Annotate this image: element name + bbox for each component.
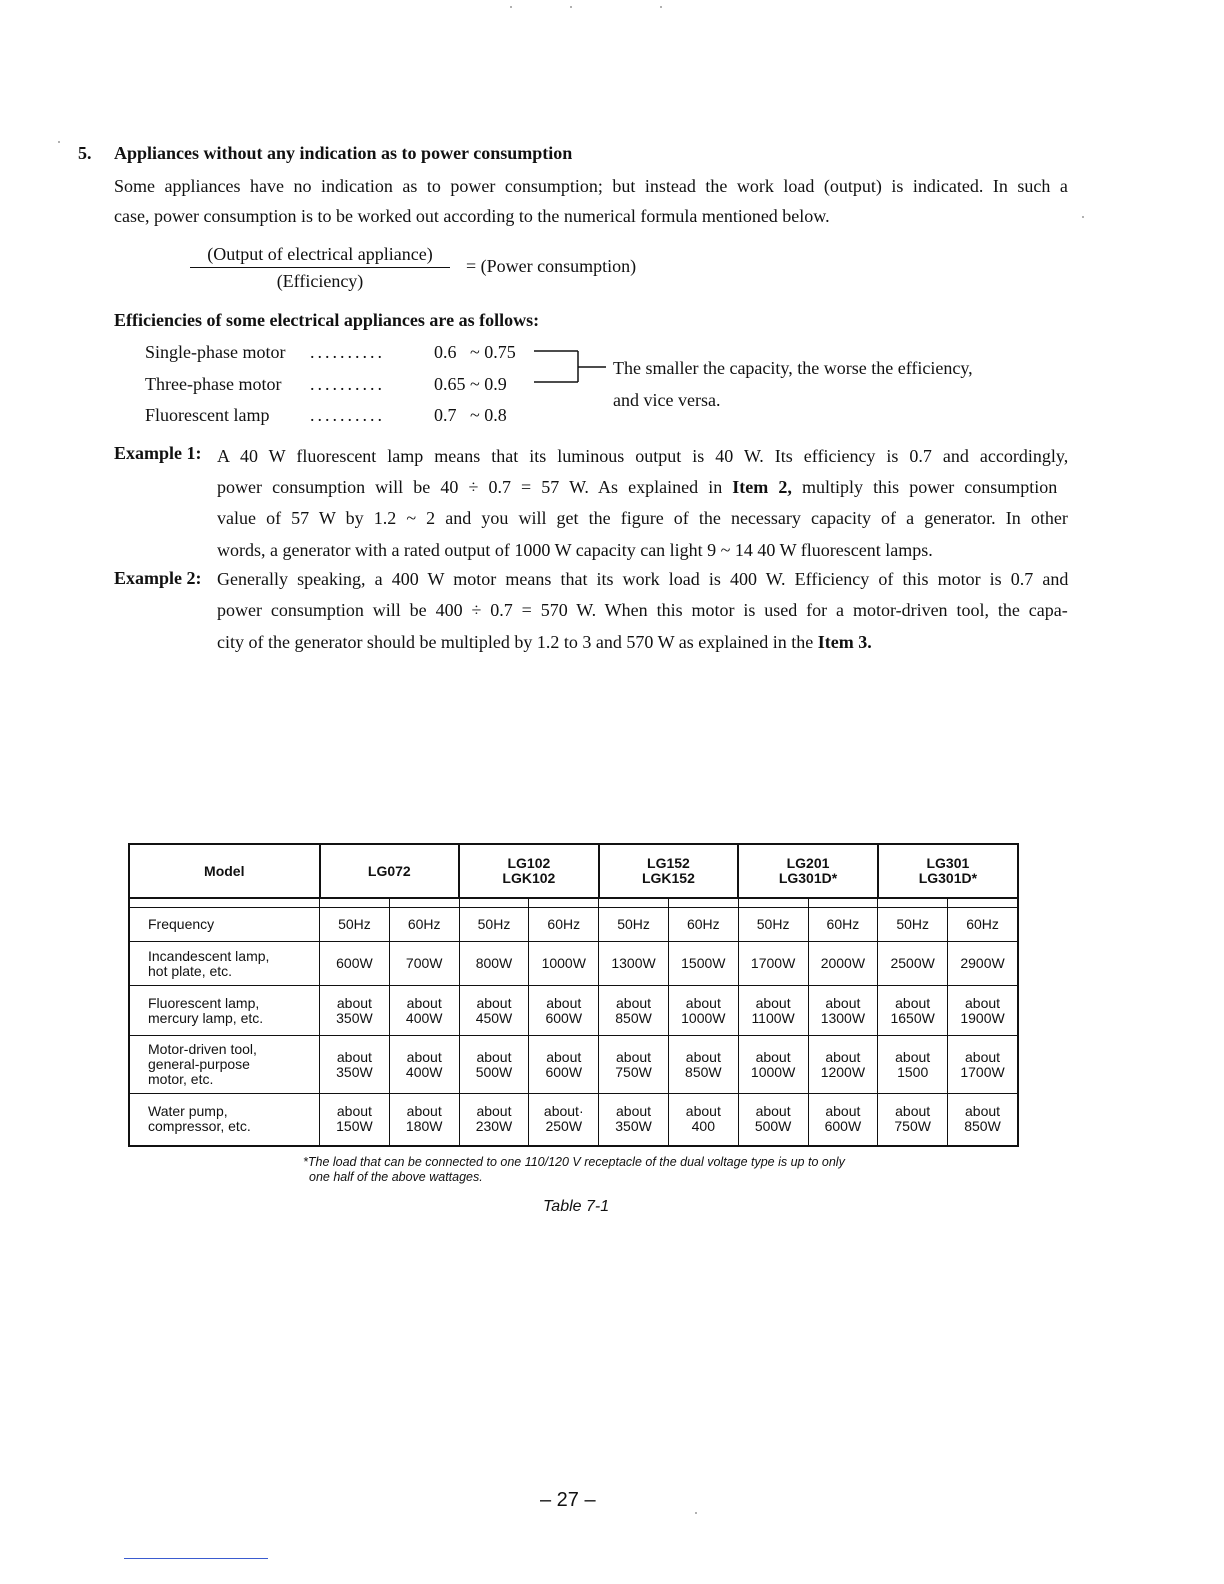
wattage-cell: 2000W [808, 942, 878, 986]
wattage-cell: 2900W [948, 942, 1018, 986]
model-column-header [878, 844, 1018, 898]
example1-label: Example 1: [114, 443, 202, 463]
table-row [129, 986, 1018, 1036]
formula-result: = (Power consumption) [466, 256, 637, 276]
wattage-cell [808, 986, 878, 1036]
wattage-value: 600W [824, 1118, 862, 1135]
wattage-value: 500W [475, 1063, 513, 1080]
generator-capacity-table [128, 843, 1019, 1147]
wattage-prefix: about [965, 1103, 1001, 1120]
frequency-cell: 60Hz [668, 908, 738, 942]
table-caption: Table 7-1 [543, 1198, 610, 1215]
wattage-cell [808, 1094, 878, 1146]
section-number: 5. [78, 143, 92, 163]
wattage-value: 1650W [890, 1009, 935, 1026]
wattage-cell [948, 1094, 1018, 1146]
wattage-prefix: about [476, 1048, 512, 1065]
table-row [129, 942, 1018, 986]
frequency-cell: 50Hz [459, 908, 529, 942]
wattage-cell [320, 1036, 390, 1094]
wattage-value: 230W [475, 1118, 513, 1135]
row-label [129, 1094, 320, 1146]
table-row [129, 1036, 1018, 1094]
row-label-line: Motor-driven tool, [148, 1041, 257, 1057]
example2-line [217, 632, 872, 653]
wattage-cell [738, 1094, 808, 1146]
model-name: LG102 [507, 855, 551, 871]
example1-text: multiply this power consumption [791, 477, 1058, 497]
frequency-cell: 50Hz [320, 908, 390, 942]
wattage-value: 1100W [751, 1009, 795, 1026]
wattage-cell [389, 1094, 459, 1146]
wattage-cell [948, 1036, 1018, 1094]
wattage-cell [459, 1094, 529, 1146]
wattage-prefix: about [546, 994, 582, 1011]
wattage-value: 350W [336, 1063, 373, 1080]
table-footnote [303, 1155, 845, 1185]
wattage-value: 1700W [960, 1063, 1005, 1080]
wattage-value: 600W [545, 1063, 583, 1080]
wattage-cell: 800W [459, 942, 529, 986]
wattage-value: 750W [615, 1063, 652, 1080]
wattage-prefix: about [546, 1048, 582, 1065]
wattage-value: 250W [545, 1118, 583, 1135]
table-spacer [129, 898, 1018, 908]
item-2-reference: Item 2, [732, 477, 792, 497]
intro-line: Some appliances have no indication as to power consumption; but instead the work load (output) is indicated. In such a [114, 176, 1068, 196]
row-label-line: mercury lamp, etc. [148, 1009, 264, 1026]
wattage-prefix: about [336, 1103, 372, 1120]
wattage-value: 150W [336, 1118, 373, 1135]
wattage-cell [668, 1094, 738, 1146]
wattage-prefix: about [406, 1048, 442, 1065]
example2-label: Example 2: [114, 568, 202, 588]
wattage-value: 400W [405, 1063, 443, 1080]
efficiency-bracket [532, 348, 612, 388]
wattage-prefix: about [336, 994, 372, 1011]
wattage-cell [529, 1094, 599, 1146]
efficiency-value: 0.7 ~ 0.8 [434, 405, 507, 425]
wattage-prefix: about [476, 994, 512, 1011]
item-3-reference: Item 3. [817, 632, 872, 652]
efficiency-name: Single-phase motor [145, 342, 286, 362]
row-label-line: Incandescent lamp, [148, 947, 270, 964]
efficiency-note: The smaller the capacity, the worse the efficiency, [613, 358, 973, 378]
wattage-cell: 1300W [599, 942, 669, 986]
wattage-prefix: about [825, 1048, 861, 1065]
wattage-value: 1900W [960, 1009, 1005, 1026]
table-row [129, 908, 1018, 942]
wattage-cell [599, 986, 669, 1036]
formula-numerator: (Output of electrical appliance) [190, 244, 450, 268]
row-label [129, 942, 320, 986]
footnote-line: *The load that can be connected to one 110/120 V receptacle of the dual voltage type is up to only [303, 1155, 845, 1169]
example1-text: power consumption will be 40 ÷ 0.7 = 57 W. As explained in [217, 477, 733, 497]
efficiency-value: 0.65 ~ 0.9 [434, 374, 507, 394]
wattage-prefix: about [755, 1048, 791, 1065]
wattage-prefix: about [685, 1048, 721, 1065]
scan-speck [695, 1512, 697, 1514]
wattage-cell [808, 1036, 878, 1094]
wattage-prefix: about [685, 1103, 721, 1120]
scan-speck [570, 6, 572, 8]
frequency-cell: 60Hz [808, 908, 878, 942]
example2-line: power consumption will be 400 ÷ 0.7 = 570 W. When this motor is used for a motor-driven tool, the capa- [217, 600, 1068, 620]
wattage-cell [668, 1036, 738, 1094]
row-label-line: general-purpose [148, 1056, 250, 1072]
wattage-cell [529, 1036, 599, 1094]
model-name: LG301D* [918, 870, 978, 886]
frequency-cell: 60Hz [389, 908, 459, 942]
wattage-prefix: about [755, 1103, 791, 1120]
example1-line: words, a generator with a rated output of 1000 W capacity can light 9 ~ 14 40 W fluorescent lamps. [217, 540, 933, 560]
model-name: LG301D* [778, 870, 838, 886]
wattage-value: 350W [615, 1118, 652, 1135]
wattage-value: 750W [894, 1118, 931, 1135]
wattage-cell [320, 986, 390, 1036]
wattage-prefix: about [616, 1103, 652, 1120]
wattage-cell [529, 986, 599, 1036]
wattage-cell [878, 986, 948, 1036]
efficiency-name: Three-phase motor [145, 374, 282, 394]
wattage-cell: 2500W [878, 942, 948, 986]
wattage-prefix: about [965, 994, 1001, 1011]
wattage-prefix: about [895, 1048, 931, 1065]
frequency-cell: 50Hz [878, 908, 948, 942]
footnote-line: one half of the above wattages. [309, 1170, 483, 1184]
frequency-cell: 60Hz [529, 908, 599, 942]
row-label-line: motor, etc. [148, 1071, 214, 1087]
table-header-row [129, 844, 1018, 898]
wattage-value: 350W [336, 1009, 373, 1026]
wattage-prefix: about [616, 1048, 652, 1065]
wattage-cell [599, 1094, 669, 1146]
frequency-cell: 50Hz [738, 908, 808, 942]
row-label-line: hot plate, etc. [148, 962, 233, 979]
wattage-value: 1300W [820, 1009, 866, 1026]
wattage-cell: 700W [389, 942, 459, 986]
wattage-cell [878, 1036, 948, 1094]
efficiency-note: and vice versa. [613, 390, 721, 410]
wattage-value: 400 [691, 1118, 715, 1135]
efficiencies-heading: Efficiencies of some electrical appliances are as follows: [114, 310, 540, 330]
footer-rule [124, 1558, 268, 1559]
wattage-value: 500W [754, 1118, 792, 1135]
intro-line: case, power consumption is to be worked out according to the numerical formula mentioned below. [114, 206, 830, 226]
model-name: LG152 [647, 855, 690, 871]
scan-speck [1082, 216, 1084, 218]
scan-speck [510, 6, 512, 8]
wattage-cell [459, 1036, 529, 1094]
wattage-prefix: about [825, 1103, 861, 1120]
wattage-prefix: about· [543, 1103, 584, 1120]
wattage-cell [459, 986, 529, 1036]
formula-denominator: (Efficiency) [276, 271, 364, 291]
wattage-prefix: about [685, 994, 721, 1011]
model-name: LGK152 [641, 870, 695, 886]
model-name: LG072 [367, 862, 411, 879]
wattage-prefix: about [406, 994, 442, 1011]
wattage-cell [668, 986, 738, 1036]
row-label-line: Water pump, [148, 1103, 228, 1120]
frequency-cell: 50Hz [599, 908, 669, 942]
wattage-cell [389, 1036, 459, 1094]
model-column-header [320, 844, 460, 898]
page-number: – 27 – [540, 1489, 596, 1511]
efficiency-dots: .......... [310, 342, 385, 362]
wattage-prefix: about [616, 994, 652, 1011]
wattage-value: 1000W [681, 1009, 726, 1026]
model-column-header [459, 844, 599, 898]
efficiency-dots: .......... [310, 374, 385, 394]
scan-speck [660, 6, 662, 8]
section-title: Appliances without any indication as to power consumption [114, 143, 573, 163]
frequency-label: Frequency [129, 908, 320, 942]
efficiency-dots: .......... [310, 405, 385, 425]
wattage-value: 850W [964, 1118, 1001, 1135]
wattage-prefix: about [825, 994, 861, 1011]
efficiency-name: Fluorescent lamp [145, 405, 270, 425]
wattage-prefix: about [895, 1103, 931, 1120]
model-name: LG201 [786, 855, 830, 871]
example2-text: city of the generator should be multipled by 1.2 to 3 and 570 W as explained in the [217, 632, 818, 652]
row-label-line: compressor, etc. [148, 1118, 251, 1135]
wattage-cell [948, 986, 1018, 1036]
wattage-prefix: about [336, 1048, 372, 1065]
efficiency-row [145, 405, 507, 426]
wattage-cell [320, 1094, 390, 1146]
wattage-prefix: about [895, 994, 931, 1011]
wattage-value: 1200W [820, 1063, 866, 1080]
wattage-value: 180W [405, 1118, 443, 1135]
example1-line [217, 477, 1057, 498]
model-name: LG301 [926, 855, 970, 871]
wattage-prefix: about [755, 994, 791, 1011]
wattage-value: 1500 [897, 1063, 929, 1080]
wattage-cell [599, 1036, 669, 1094]
wattage-value: 850W [615, 1009, 652, 1026]
wattage-cell: 600W [320, 942, 390, 986]
wattage-cell: 1000W [529, 942, 599, 986]
table-row [129, 1094, 1018, 1146]
wattage-value: 600W [545, 1009, 583, 1026]
wattage-cell [738, 1036, 808, 1094]
wattage-value: 450W [475, 1009, 513, 1026]
model-column-header [738, 844, 878, 898]
model-column-header [599, 844, 739, 898]
efficiency-row [145, 342, 516, 363]
wattage-prefix: about [965, 1048, 1001, 1065]
example2-line: Generally speaking, a 400 W motor means that its work load is 400 W. Efficiency of this motor is 0.7 and [217, 569, 1069, 589]
example1-line: A 40 W fluorescent lamp means that its luminous output is 40 W. Its efficiency is 0.7 and accordingly, [217, 446, 1069, 466]
wattage-prefix: about [406, 1103, 442, 1120]
row-label-line: Fluorescent lamp, [148, 994, 260, 1011]
formula-fraction [190, 244, 450, 292]
example1-line: value of 57 W by 1.2 ~ 2 and you will get the figure of the necessary capacity of a generator. In other [217, 508, 1068, 528]
efficiency-row [145, 374, 507, 395]
row-label [129, 986, 320, 1036]
wattage-value: 400W [405, 1009, 443, 1026]
efficiency-value: 0.6 ~ 0.75 [434, 342, 516, 362]
scan-speck [58, 141, 60, 143]
wattage-prefix: about [476, 1103, 512, 1120]
frequency-cell: 60Hz [948, 908, 1018, 942]
wattage-cell: 1500W [668, 942, 738, 986]
wattage-value: 850W [685, 1063, 722, 1080]
wattage-value: 1000W [750, 1063, 796, 1080]
wattage-cell [878, 1094, 948, 1146]
model-name: LGK102 [502, 870, 556, 886]
wattage-cell [389, 986, 459, 1036]
wattage-cell: 1700W [738, 942, 808, 986]
model-header: Model [129, 844, 320, 898]
row-label [129, 1036, 320, 1094]
wattage-cell [738, 986, 808, 1036]
